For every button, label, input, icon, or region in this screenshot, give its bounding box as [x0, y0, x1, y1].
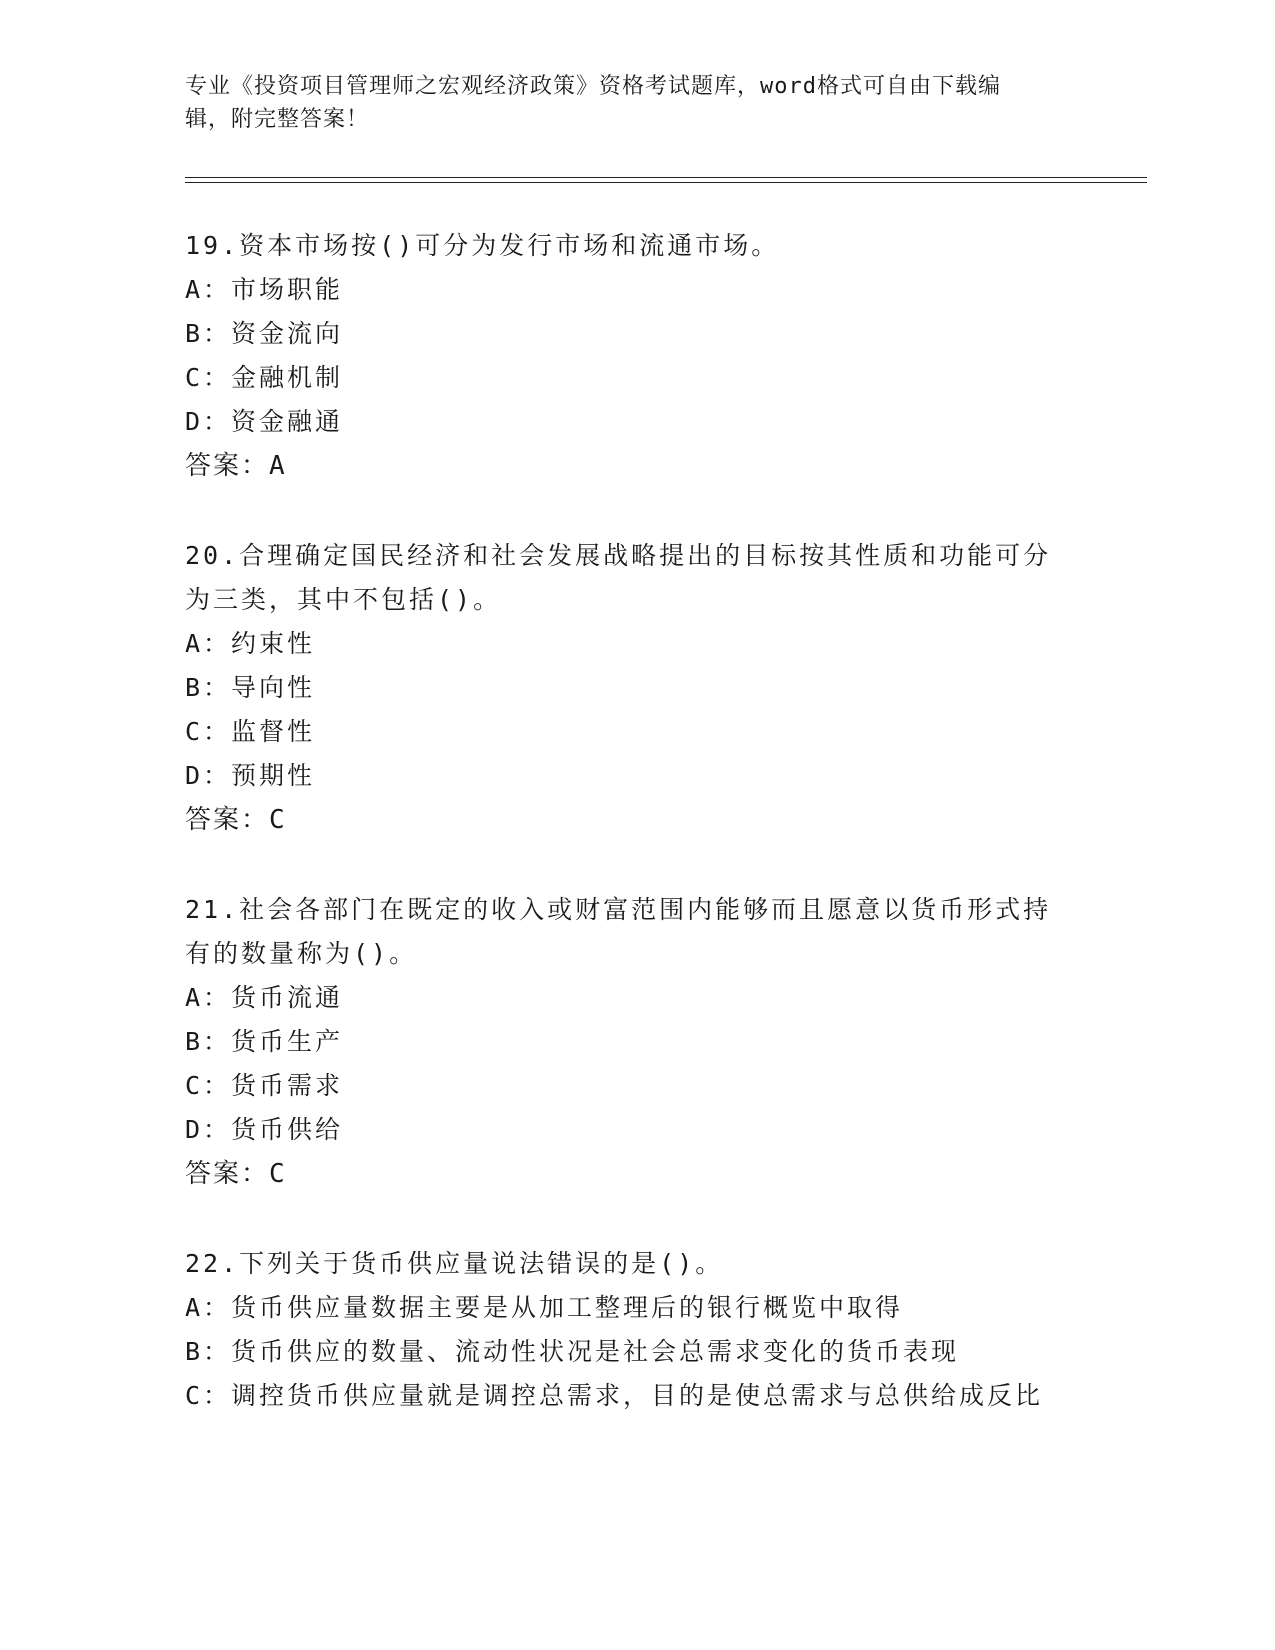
question-20-stem-line-1: 20.合理确定国民经济和社会发展战略提出的目标按其性质和功能可分: [185, 541, 1052, 570]
question-22-option-c: C：调控货币供应量就是调控总需求，目的是使总需求与总供给成反比: [185, 1381, 1044, 1410]
header-line-1: 专业《投资项目管理师之宏观经济政策》资格考试题库，word格式可自由下载编: [185, 74, 1001, 99]
question-19-answer: 答案：A: [185, 451, 287, 481]
question-22-option-a: A：货币供应量数据主要是从加工整理后的银行概览中取得: [185, 1293, 904, 1322]
question-19-option-b: B：资金流向: [185, 319, 344, 348]
question-21-option-c: C：货币需求: [185, 1071, 344, 1100]
question-22-stem: 22.下列关于货币供应量说法错误的是()。: [185, 1249, 724, 1278]
question-20-answer: 答案：C: [185, 805, 287, 835]
question-22-option-b: B：货币供应的数量、流动性状况是社会总需求变化的货币表现: [185, 1337, 960, 1366]
question-21-stem-line-1: 21.社会各部门在既定的收入或财富范围内能够而且愿意以货币形式持: [185, 895, 1052, 924]
question-21-option-b: B：货币生产: [185, 1027, 344, 1056]
question-20-option-b: B：导向性: [185, 673, 316, 702]
question-21-option-a: A：货币流通: [185, 983, 344, 1012]
question-20-stem-line-2: 为三类，其中不包括()。: [185, 585, 502, 614]
question-20-option-c: C：监督性: [185, 717, 316, 746]
question-19-option-c: C：金融机制: [185, 363, 344, 392]
question-19-option-d: D：资金融通: [185, 407, 344, 436]
question-20-option-a: A：约束性: [185, 629, 316, 658]
question-19-option-a: A：市场职能: [185, 275, 344, 304]
question-21-answer: 答案：C: [185, 1159, 287, 1189]
header-divider-bottom: [185, 182, 1147, 183]
header-divider-top: [185, 177, 1147, 178]
header-line-2: 辑，附完整答案！: [185, 107, 370, 132]
question-20-option-d: D：预期性: [185, 761, 316, 790]
question-21-stem-line-2: 有的数量称为()。: [185, 939, 418, 968]
question-19-stem: 19.资本市场按()可分为发行市场和流通市场。: [185, 231, 780, 260]
document-header: [185, 70, 1065, 136]
question-21-option-d: D：货币供给: [185, 1115, 344, 1144]
